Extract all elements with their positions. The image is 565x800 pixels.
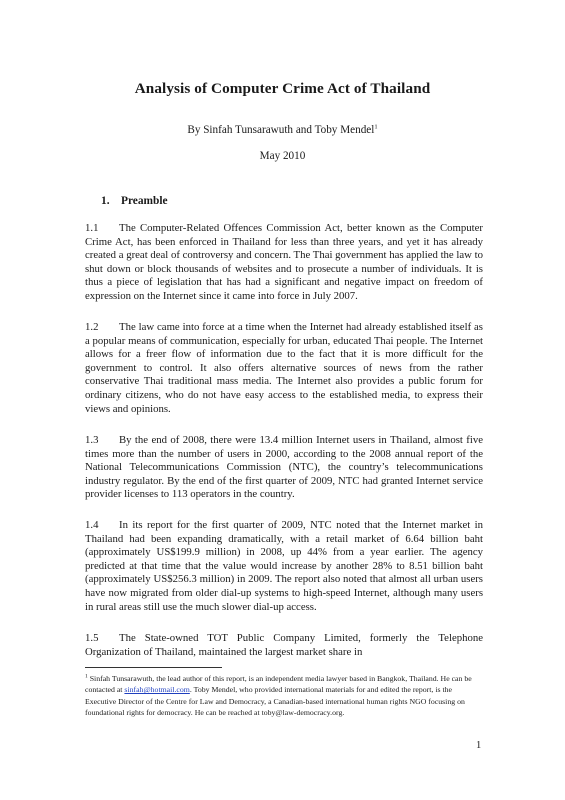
section-title: Preamble — [121, 195, 168, 207]
author-byline-text: By Sinfah Tunsarawuth and Toby Mendel — [187, 124, 375, 136]
footnote-number: 1 — [85, 673, 88, 680]
paragraph-number: 1.1 — [85, 222, 99, 234]
paragraph-number: 1.2 — [85, 321, 99, 333]
footnote — [85, 673, 483, 718]
paragraph — [85, 321, 483, 416]
page-number: 1 — [476, 740, 482, 751]
email-link[interactable]: sinfah@hotmail.com — [124, 685, 190, 695]
paragraph-number: 1.3 — [85, 434, 99, 446]
paragraph-text: In its report for the first quarter of 2009, NTC noted that the Internet market in Thailand had been expanding dramatically, with a retail market of 6.64 billion baht (approximately US$199.9 million) in 2008, up 44% from a year earlier. The agency predicted at that time that the value would increase by another 28% to 8.51 billion baht (approximately US$256.3 million) in 2009. The report also noted that almost all urban users have now migrated from older dial-up systems to high-speed Internet, although many users in rural areas still use the much slower dial-up access. — [85, 519, 483, 613]
section-heading — [101, 195, 168, 207]
author-byline — [0, 124, 565, 136]
paragraph — [85, 632, 483, 659]
footnote-marker[interactable]: 1 — [374, 123, 378, 131]
paragraph-text: The Computer-Related Offences Commission Act, better known as the Computer Crime Act, has been enforced in Thailand for less than three years, and yet it has already created a great deal of controversy and concern. The Thai government has applied the law to shut down or block thousands of websites and to prosecute a number of individuals. It is thus a piece of legislation that has had a significant and negative impact on freedom of expression on the Internet since it came into force in July 2007. — [85, 222, 483, 302]
footnote-divider — [85, 667, 222, 668]
paragraph — [85, 222, 483, 304]
paragraph-text: By the end of 2008, there were 13.4 million Internet users in Thailand, almost five times more than the number of users in 2000, according to the 2008 annual report of the National Telecommunications Commission (NTC), the country’s telecommunications industry regulator. By the end of the first quarter of 2009, NTC had granted Internet service provider licenses to 113 operators in the country. — [85, 434, 483, 501]
paragraph-text: The law came into force at a time when the Internet had already established itself as a popular means of communication, especially for urban, educated Thai people. The Internet allows for a freer flow of information due to the fact that it is more difficult for the government to control. It also offers alternative sources of news from the rather conservative Thai traditional mass media. The Internet also provides a public forum for ordinary citizens, who do not have easy access to the established media, to express their views and opinions. — [85, 321, 483, 415]
paragraph — [85, 519, 483, 614]
document-date: May 2010 — [259, 150, 306, 162]
paragraph-text: The State-owned TOT Public Company Limited, formerly the Telephone Organization of Thailand, maintained the largest market share in — [85, 632, 483, 658]
footnote-text: Sinfah Tunsarawuth, the lead author of this report, is an independent media lawyer based in Bangkok, Thailand. He can be contacted at — [85, 674, 472, 695]
footnote-text-continued: . Toby Mendel, who provided international materials for and edited the report, is the Executive Director of the Centre for Law and Democracy, a Canadian-based international human rights NGO focusing on foundational rights for democracy. He can be reached at toby@law-democracy.org. — [85, 685, 465, 717]
paragraph-number: 1.5 — [85, 632, 99, 644]
paragraph — [85, 434, 483, 502]
section-number: 1. — [101, 195, 110, 207]
document-title: Analysis of Computer Crime Act of Thailand — [134, 80, 431, 97]
paragraph-number: 1.4 — [85, 519, 99, 531]
